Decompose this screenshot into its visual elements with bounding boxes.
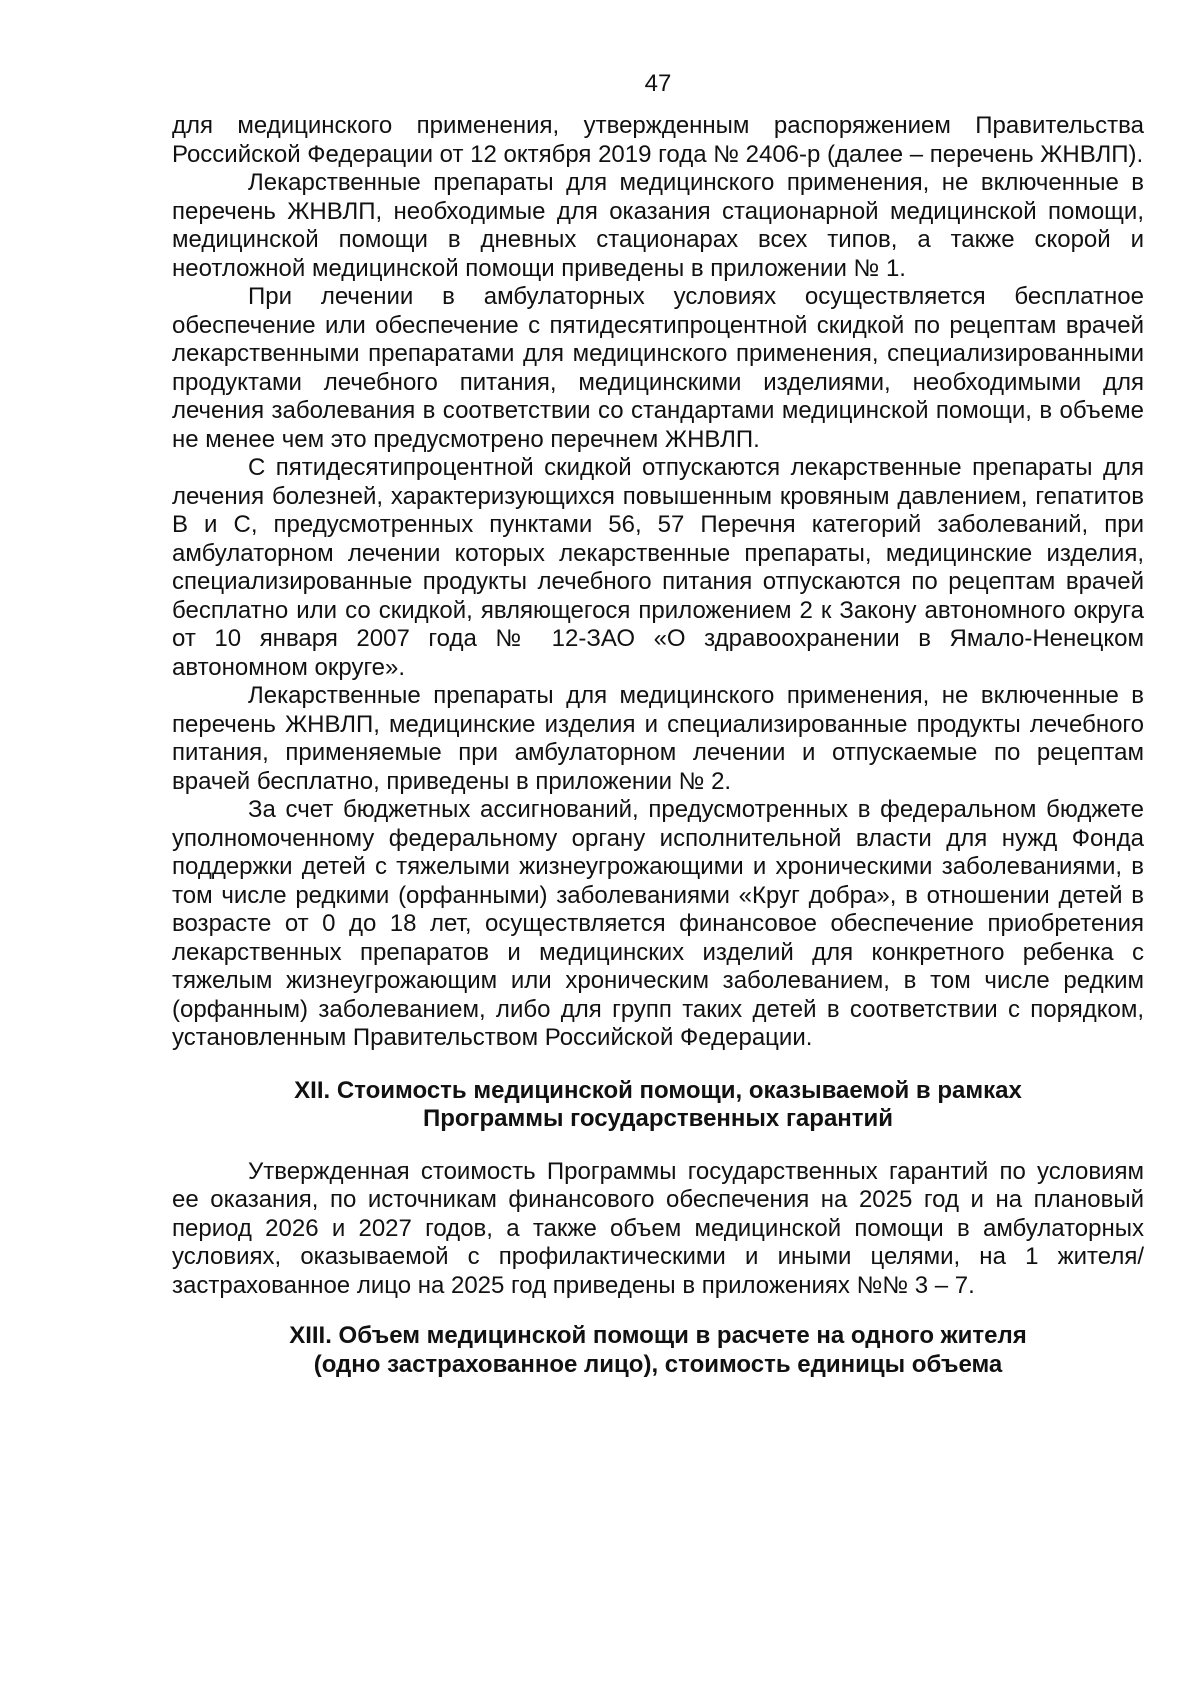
paragraph-continuation: для медицинского применения, утвержденным распоряжением Правительства Российской Федерации от 12 октября 2019 года № 2406-р (далее – перечень ЖНВЛП).: [172, 112, 1144, 168]
paragraph-free-drugs: Лекарственные препараты для медицинского применения, не включенные в перечень ЖНВЛП, медицинские изделия и специализированные продукты лечебного питания, применяемые при амбулаторном лечении и отпускаемые по рецептам врачей бесплатно, приведены в приложении № 2.: [172, 682, 1144, 795]
section-13-heading-line2: (одно застрахованное лицо), стоимость единицы объема: [313, 1350, 1003, 1378]
section-12-heading-line1: XII. Стоимость медицинской помощи, оказываемой в рамках: [294, 1076, 1022, 1104]
section-13-heading-line1: XIII. Объем медицинской помощи в расчете на одного жителя: [289, 1322, 1027, 1349]
document-body: [172, 112, 1144, 1379]
section-12-heading-line2: Программы государственных гарантий: [422, 1105, 894, 1132]
paragraph-outpatient-provision: При лечении в амбулаторных условиях осуществляется бесплатное обеспечение или обеспечение с пятидесятипроцентной скидкой по рецептам врачей лекарственными препаратами для медицинского применения, специализированными продуктами лечебного питания, медицинскими изделиями, необходимыми для лечения заболевания в соответствии со стандартами медицинской помощи, в объеме не менее чем это предусмотрено перечнем ЖНВЛП.: [172, 283, 1144, 453]
paragraph-discount-drugs: С пятидесятипроцентной скидкой отпускаются лекарственные препараты для лечения болезней, характеризующихся повышенным кровяным давлением, гепатитов В и С, предусмотренных пунктами 56, 57 Перечня категорий заболеваний, при амбулаторном лечении которых лекарственные препараты, медицинские изделия, специализированные продукты лечебного питания отпускаются по рецептам врачей бесплатно или со скидкой, являющегося приложением 2 к Закону автономного округа от 10 января 2007 года № 12-ЗАО «О здравоохранении в Ямало-Ненецком автономном округе».: [172, 454, 1144, 681]
section-12-paragraph: Утвержденная стоимость Программы государственных гарантий по условиям ее оказания, по источникам финансового обеспечения на 2025 год и на плановый период 2026 и 2027 годов, а также объем медицинской помощи в амбулаторных условиях, оказываемой с профилактическими и иными целями, на 1 жителя/застрахованное лицо на 2025 год приведены в приложениях №№ 3 – 7.: [172, 1157, 1144, 1299]
section-12-heading: [172, 1077, 1144, 1134]
page-number: 47: [644, 70, 672, 97]
paragraph-hospital-drugs: Лекарственные препараты для медицинского применения, не включенные в перечень ЖНВЛП, необходимые для оказания стационарной медицинской помощи, медицинской помощи в дневных стационарах всех типов, а также скорой и неотложной медицинской помощи приведены в приложении № 1.: [172, 169, 1144, 282]
section-13-heading: [172, 1322, 1144, 1379]
paragraph-fund-circle-of-kindness: За счет бюджетных ассигнований, предусмотренных в федеральном бюджете уполномоченному федеральному органу исполнительной власти для нужд Фонда поддержки детей с тяжелыми жизнеугрожающими и хроническими заболеваниями, в том числе редкими (орфанными) заболеваниями «Круг добра», в отношении детей в возрасте от 0 до 18 лет, осуществляется финансовое обеспечение приобретения лекарственных препаратов и медицинских изделий для конкретного ребенка с тяжелым жизнеугрожающим или хроническим заболеванием, в том числе редким (орфанным) заболеванием, либо для групп таких детей в соответствии с порядком, установленным Правительством Российской Федерации.: [172, 796, 1144, 1051]
